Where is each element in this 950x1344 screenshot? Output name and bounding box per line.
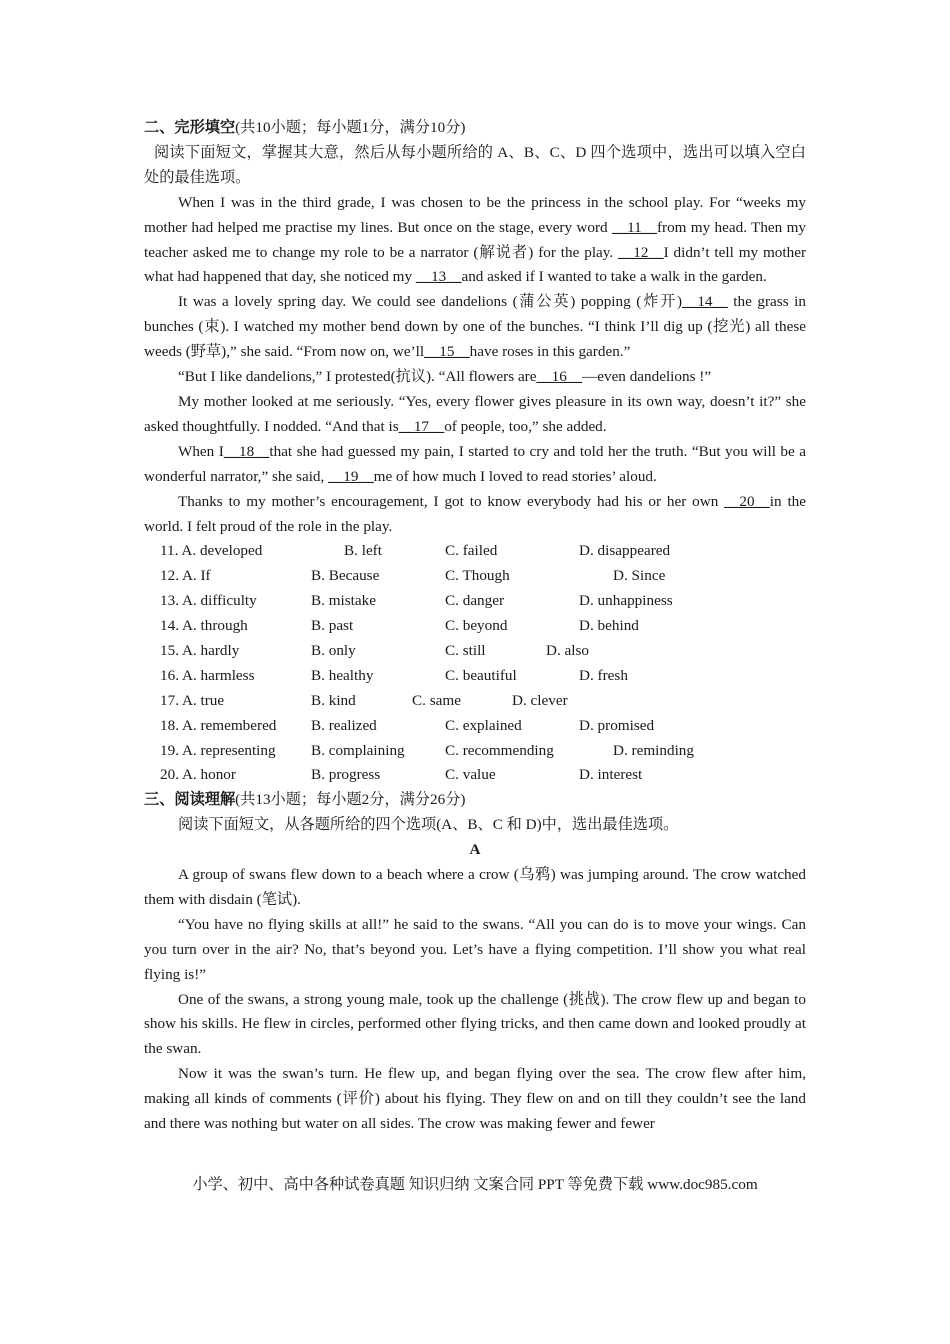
option-row-17: 17. A. true B. kind C. same D. clever	[160, 691, 568, 709]
option-row-15: 15. A. hardly B. only C. still D. also	[160, 641, 590, 659]
section2-instruction: 阅读下面短文，掌握其大意，然后从每小题所给的 A、B、C、D 四个选项中，选出可以填入空白处的最佳选项。	[144, 143, 806, 186]
options-list	[144, 539, 806, 788]
reading-paragraph-2: “You have no flying skills at all!” he said to the swans. “All you can do is to move your wings. Can you turn over in the air? No, that’s beyond you. Let’s have a flying competition. I’ll show you what real flying is!”	[144, 915, 806, 983]
blank-16: __16__	[536, 368, 583, 386]
blank-12: __12__	[618, 243, 664, 261]
option-row-14: 14. A. through B. past C. beyond D. behind	[160, 617, 639, 635]
blank-11: __11__	[611, 218, 657, 236]
cloze-paragraph-5: When I__18__that she had guessed my pain, I started to cry and told her the truth. “But you will be a wonderful narrator,” she said, __19__me of how much I loved to read stories’ aloud.	[144, 442, 806, 485]
option-row-18: 18. A. remembered B. realized C. explained D. promised	[160, 716, 655, 734]
section3-title-rest: (共13小题；每小题2分，满分26分)	[235, 791, 466, 809]
cloze-paragraph-1: When I was in the third grade, I was chosen to be the princess in the school play. For “weeks my mother had helped me practise my lines. But once on the stage, every word __11__from my head. Then my teacher asked me to change my role to be a narrator (解说者) for the play. __12__I didn’t tell my mother what had happened that day, she noticed my __13__and asked if I wanted to take a walk in the garden.	[144, 193, 807, 286]
option-row-20: 20. A. honor B. progress C. value D. interest	[160, 766, 643, 784]
blank-18: __18__	[223, 442, 270, 460]
blank-19: __19__	[328, 467, 374, 485]
cloze-paragraph-6: Thanks to my mother’s encouragement, I got to know everybody had his or her own __20__in the world. I felt proud of the role in the play.	[144, 492, 807, 535]
page-footer: 小学、初中、高中各种试卷真题 知识归纳 文案合同 PPT 等免费下载 www.doc985.com	[192, 1176, 758, 1193]
option-row-16: 16. A. harmless B. healthy C. beautiful D. fresh	[160, 666, 628, 684]
blank-17: __17__	[398, 417, 445, 435]
option-row-11: 11. A. developed B. left C. failed D. disappeared	[160, 542, 671, 560]
blank-20: __20__	[724, 492, 770, 510]
section3-instruction: 阅读下面短文，从各题所给的四个选项(A、B、C 和 D)中，选出最佳选项。	[178, 816, 679, 834]
reading-paragraph-1: A group of swans flew down to a beach where a crow (乌鸦) was jumping around. The crow watched them with disdain (笔试).	[144, 866, 806, 908]
blank-13: __13__	[415, 268, 462, 286]
blank-14: __14__	[682, 293, 728, 311]
cloze-paragraph-2: It was a lovely spring day. We could see dandelions (蒲公英) popping (炸开)__14__ the grass in bunches (束). I watched my mother bend down by one of the bunches. “I think I’ll dig up (挖光) all these weeds (野草),” she said. “From now on, we’ll__15__have roses in this garden.”	[144, 293, 806, 361]
page-content	[144, 116, 806, 1137]
passage-label: A	[469, 841, 481, 859]
section2-title: 二、完形填空	[144, 119, 236, 136]
reading-paragraph-4: Now it was the swan’s turn. He flew up, and began flying over the sea. The crow flew after him, making all kinds of comments (评价) about his flying. They flew on and on till they couldn’t see the land and there was nothing but water on all sides. The crow was making fewer and fewer	[144, 1065, 806, 1133]
reading-paragraph-3: One of the swans, a strong young male, took up the challenge (挑战). The crow flew up and began to show his skills. He flew in circles, performed other flying tricks, and then came down and looked proudly at the swan.	[144, 990, 806, 1058]
option-row-13: 13. A. difficulty B. mistake C. danger D. unhappiness	[160, 592, 673, 610]
section3-heading	[144, 788, 806, 813]
option-row-19: 19. A. representing B. complaining C. recommending D. reminding	[160, 741, 694, 759]
section2-heading	[144, 116, 806, 141]
cloze-paragraph-4: My mother looked at me seriously. “Yes, every flower gives pleasure in its own way, doesn’t it?” she asked thoughtfully. I nodded. “And that is__17__of people, too,” she added.	[144, 392, 806, 435]
section2-title-rest: (共10小题；每小题1分，满分10分)	[235, 119, 466, 136]
section3-title: 三、阅读理解	[144, 791, 236, 809]
cloze-paragraph-3: “But I like dandelions,” I protested(抗议). “All flowers are__16__—even dandelions !”	[178, 368, 712, 386]
option-row-12: 12. A. If B. Because C. Though D. Since	[160, 567, 666, 585]
blank-15: __15__	[424, 343, 470, 361]
